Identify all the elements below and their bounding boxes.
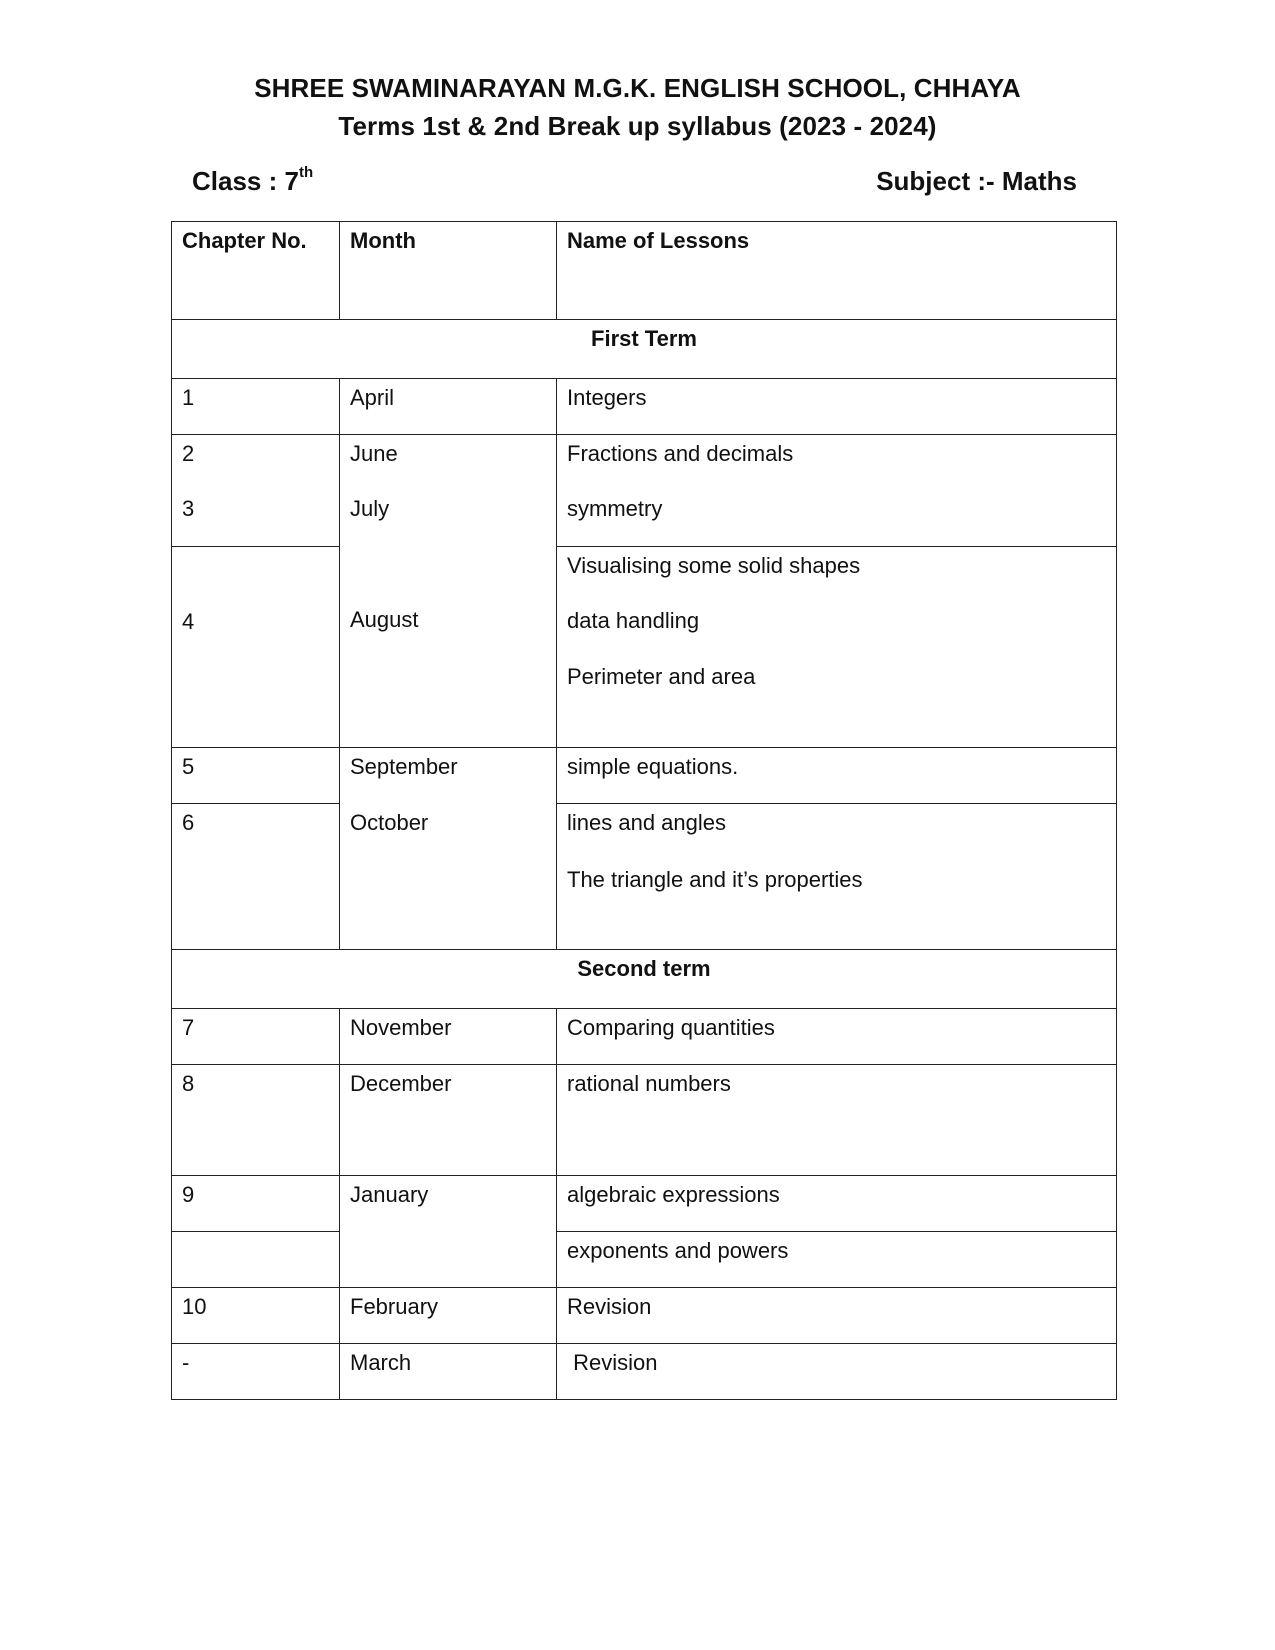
chapter-cell: 5 (172, 748, 340, 804)
table-row (172, 1065, 1117, 1176)
lesson-cell: exponents and powers (557, 1232, 1117, 1288)
lesson-cell: rational numbers (557, 1065, 1117, 1176)
table-row (172, 1009, 1117, 1065)
school-name: SHREE SWAMINARAYAN M.G.K. ENGLISH SCHOOL, CHHAYA (254, 73, 1021, 103)
second-term-row (172, 950, 1117, 1009)
table-row (172, 1232, 1117, 1288)
syllabus-table (171, 221, 1117, 1400)
table-row (172, 804, 1117, 950)
month-august: August (350, 607, 419, 632)
month-cell: January (340, 1176, 557, 1288)
table-row (172, 547, 1117, 748)
lesson-cell: Revision (557, 1344, 1117, 1400)
month-cell: February (340, 1288, 557, 1344)
class-label (192, 166, 313, 197)
month-cell: April (340, 379, 557, 435)
lesson-cell: simple equations. (557, 748, 1117, 804)
month-cell: December (340, 1065, 557, 1176)
chapter-cell (172, 435, 340, 547)
chapter-cell: 10 (172, 1288, 340, 1344)
lesson-cell: Integers (557, 379, 1117, 435)
lesson-cell: algebraic expressions (557, 1176, 1117, 1232)
chapter-cell: 9 (172, 1176, 340, 1232)
chapter-4: 4 (182, 609, 195, 634)
table-row (172, 1344, 1117, 1400)
table-row (172, 1288, 1117, 1344)
table-row (172, 1176, 1117, 1232)
chapter-cell: 7 (172, 1009, 340, 1065)
chapter-cell (172, 1232, 340, 1288)
first-term-row (172, 320, 1117, 379)
lesson-cell (557, 435, 1117, 547)
lesson-fractions: Fractions and decimals (567, 441, 794, 466)
lesson-cell: Comparing quantities (557, 1009, 1117, 1065)
chapter-cell: 6 (172, 804, 340, 950)
table-row (172, 748, 1117, 804)
lesson-cell: Revision (557, 1288, 1117, 1344)
second-term-label: Second term (172, 950, 1117, 1009)
lesson-cell (557, 547, 1117, 748)
table-row (172, 435, 1117, 547)
lesson-lines-angles: lines and angles (567, 810, 727, 835)
class-suffix: th (298, 164, 314, 182)
chapter-cell: - (172, 1344, 340, 1400)
month-cell (340, 435, 557, 748)
month-september: September (350, 754, 458, 779)
month-july: July (350, 496, 390, 521)
chapter-3: 3 (182, 496, 195, 521)
month-june: June (350, 441, 398, 466)
lesson-cell (557, 804, 1117, 950)
month-cell (340, 748, 557, 950)
syllabus-title: Terms 1st & 2nd Break up syllabus (2023 - 2024) (338, 111, 937, 141)
month-october: October (350, 810, 429, 835)
lesson-solid-shapes: Visualising some solid shapes (567, 553, 861, 578)
header-lessons: Name of Lessons (557, 222, 1117, 320)
header-chapter-no: Chapter No. (172, 222, 340, 320)
table-row (172, 379, 1117, 435)
chapter-cell: 8 (172, 1065, 340, 1176)
month-cell: November (340, 1009, 557, 1065)
first-term-label: First Term (172, 320, 1117, 379)
lesson-triangle: The triangle and it’s properties (567, 867, 863, 892)
lesson-symmetry: symmetry (567, 496, 663, 521)
subject-label: Subject :- Maths (876, 166, 1077, 196)
month-cell: March (340, 1344, 557, 1400)
lesson-data-handling: data handling (567, 608, 700, 633)
header-month: Month (340, 222, 557, 320)
chapter-2: 2 (182, 441, 195, 466)
class-text: Class : 7 (192, 166, 299, 196)
chapter-cell (172, 547, 340, 748)
table-header-row (172, 222, 1117, 320)
chapter-cell: 1 (172, 379, 340, 435)
lesson-perimeter: Perimeter and area (567, 664, 756, 689)
